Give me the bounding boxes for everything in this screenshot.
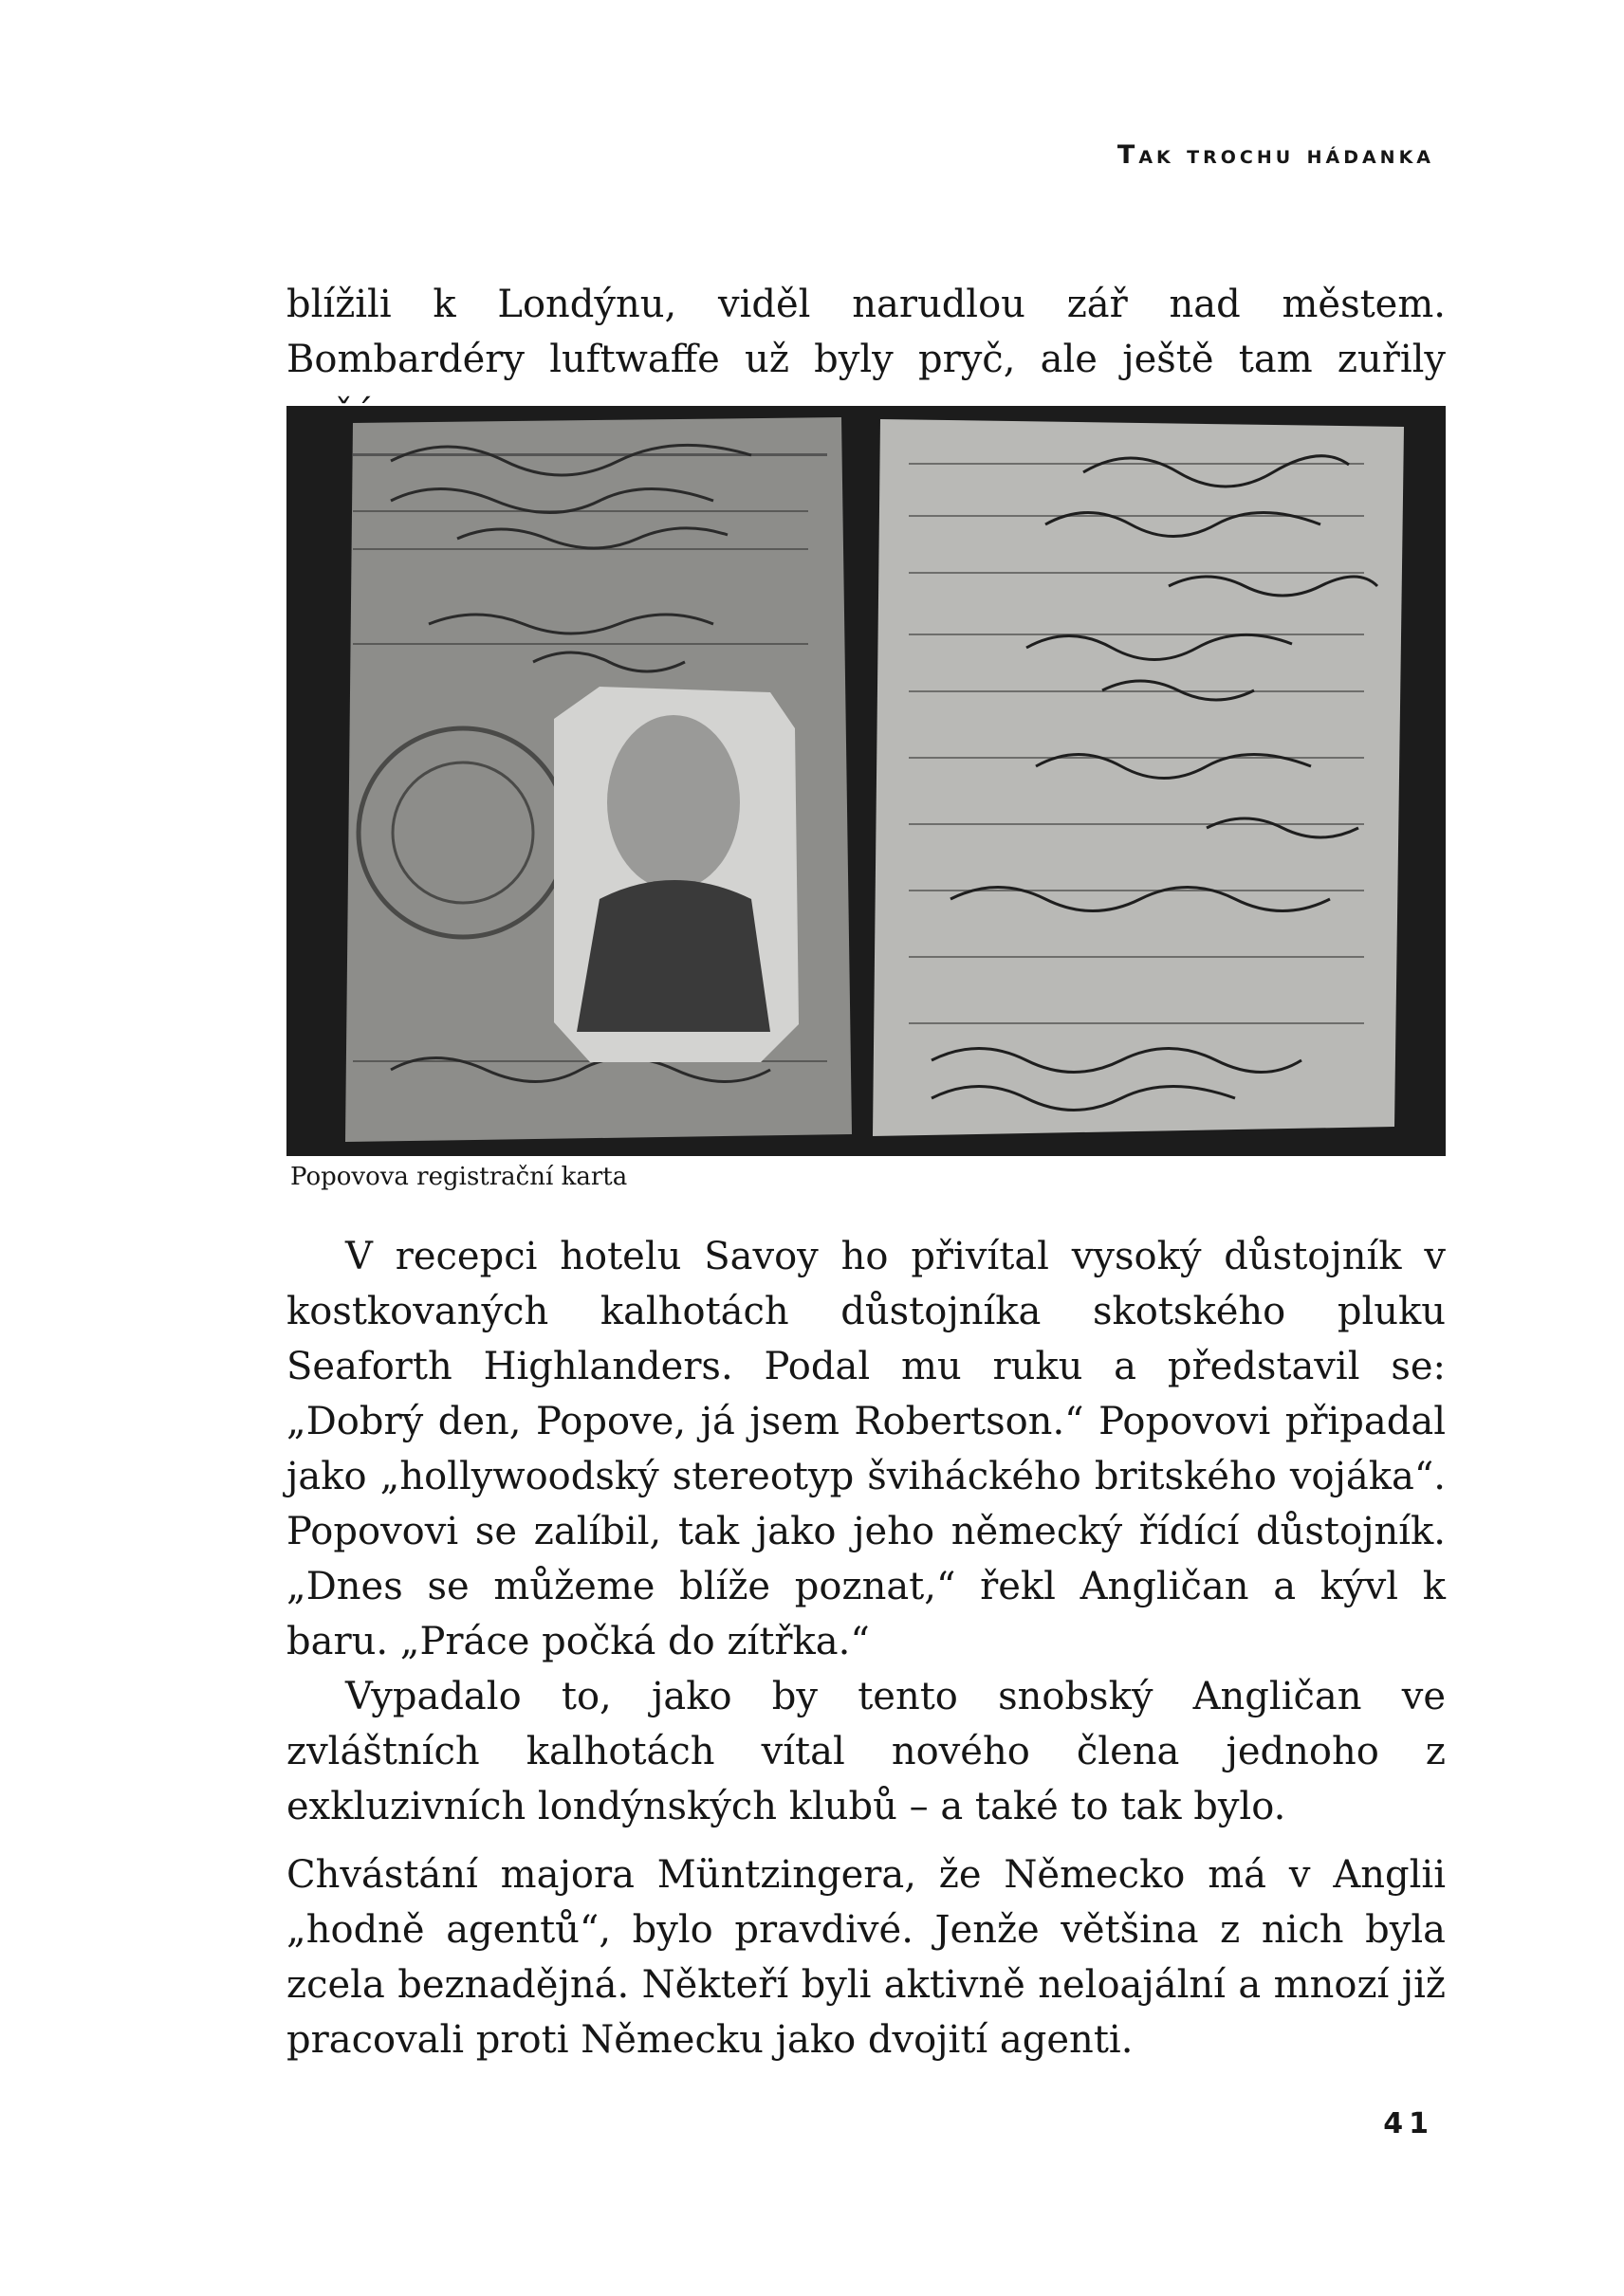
page-number: 41 bbox=[1383, 2107, 1434, 2140]
body-text-bottom bbox=[286, 1847, 1446, 2067]
paragraph: V recepci hotelu Savoy ho přivítal vysoký důstojník v kostkovaných kalhotách důstojníka skotského pluku Seaforth Highlanders. Podal mu ruku a představil se: „Dobrý den, Popove, já jsem Robertson.“ Popovovi připadal jako „hollywoodský stereotyp šviháckého britského vojáka“. Popovovi se zalíbil, tak jako jeho německý řídící důstojník. „Dnes se můžeme blíže poznat,“ řekl Angličan a kývl k baru. „Práce počká do zítřka.“ bbox=[286, 1235, 1446, 1663]
figure-caption: Popovova registrační karta bbox=[290, 1163, 628, 1191]
running-head: Tak trochu hádanka bbox=[1116, 140, 1434, 170]
registration-card-image bbox=[286, 406, 1446, 1156]
registration-card-photo bbox=[286, 406, 1446, 1156]
paragraph: Chvástání majora Müntzingera, že Německo má v Anglii „hodně agentů“, bylo pravdivé. Jenže většina z nich byla zcela beznadějná. Někteří byli aktivně neloajální a mnozí již pracovali proti Německu jako dvojití agenti. bbox=[286, 1853, 1446, 2062]
paragraph: Vypadalo to, jako by tento snobský Angličan ve zvláštních kalhotách vítal nového člena jednoho z exkluzivních londýnských klubů – a také to tak bylo. bbox=[286, 1675, 1446, 1828]
paragraph: blížili k Londýnu, viděl narudlou zář nad městem. Bombardéry luftwaffe už byly pryč, ale ještě tam zuřily bbox=[286, 283, 1446, 381]
body-text-middle bbox=[286, 1229, 1446, 1834]
